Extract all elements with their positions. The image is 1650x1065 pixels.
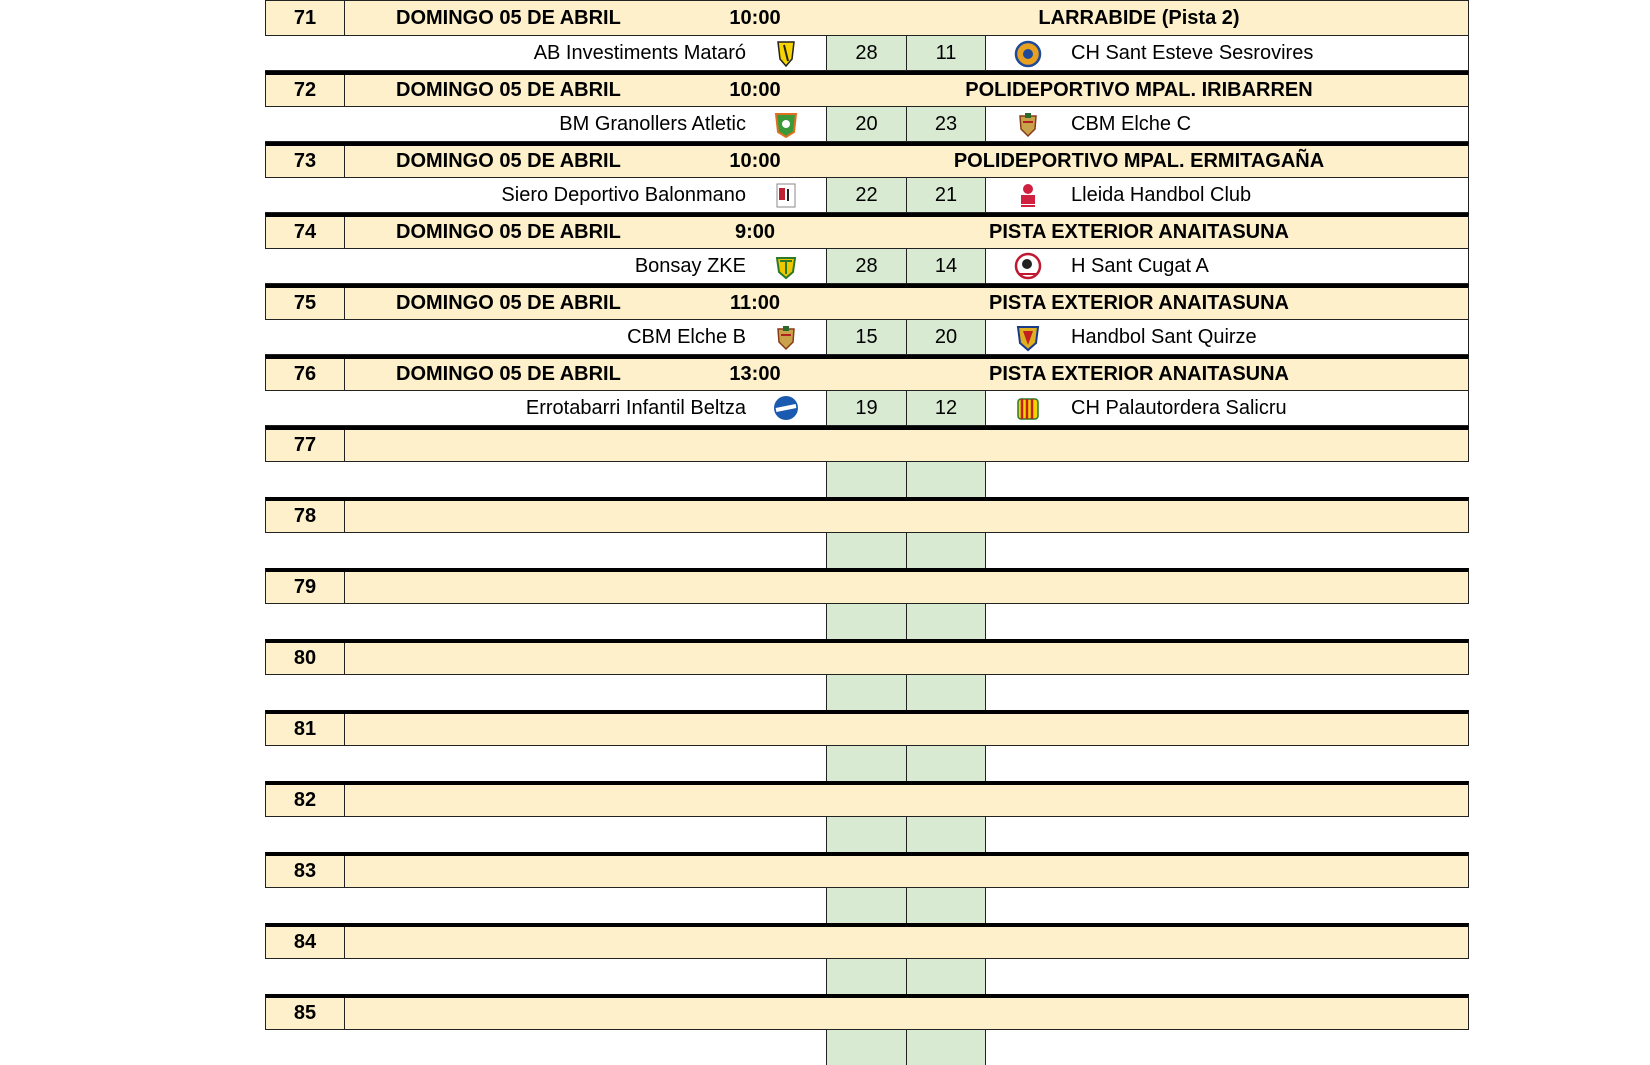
match-time bbox=[700, 714, 810, 745]
away-score: 21 bbox=[906, 178, 986, 213]
home-score: 28 bbox=[826, 249, 906, 284]
home-score bbox=[826, 604, 906, 639]
match-time bbox=[700, 856, 810, 887]
away-score bbox=[906, 533, 986, 568]
match-number: 71 bbox=[266, 1, 345, 35]
result-row-border bbox=[265, 36, 1469, 71]
match-block bbox=[265, 639, 1469, 710]
away-score: 23 bbox=[906, 107, 986, 142]
match-number: 75 bbox=[266, 288, 345, 319]
match-venue: LARRABIDE (Pista 2) bbox=[1038, 6, 1240, 29]
match-header-row bbox=[265, 213, 1469, 249]
home-score bbox=[826, 1030, 906, 1065]
home-score: 22 bbox=[826, 178, 906, 213]
away-score: 20 bbox=[906, 320, 986, 355]
home-score: 15 bbox=[826, 320, 906, 355]
result-row-border bbox=[265, 107, 1469, 142]
match-block bbox=[265, 497, 1469, 568]
match-time bbox=[700, 572, 810, 603]
match-result-row bbox=[265, 320, 1469, 355]
match-time: 10:00 bbox=[729, 6, 781, 29]
match-venue bbox=[810, 927, 1468, 958]
match-venue bbox=[810, 785, 1468, 816]
match-venue: PISTA EXTERIOR ANAITASUNA bbox=[988, 221, 1289, 243]
home-score bbox=[826, 746, 906, 781]
match-venue bbox=[810, 430, 1468, 461]
match-header-row bbox=[265, 852, 1469, 888]
match-time bbox=[700, 927, 810, 958]
away-score bbox=[906, 888, 986, 923]
match-number: 83 bbox=[266, 856, 345, 887]
match-block bbox=[265, 142, 1469, 213]
match-header-row bbox=[265, 284, 1469, 320]
match-number: 79 bbox=[266, 572, 345, 603]
match-time: 10:00 bbox=[729, 150, 781, 172]
match-result-row bbox=[265, 604, 1469, 639]
result-row-border bbox=[265, 391, 1469, 426]
match-number: 73 bbox=[266, 146, 345, 177]
match-block bbox=[265, 852, 1469, 923]
away-score bbox=[906, 817, 986, 852]
match-venue: PISTA EXTERIOR ANAITASUNA bbox=[988, 292, 1289, 314]
match-time: 13:00 bbox=[729, 363, 781, 385]
match-block bbox=[265, 71, 1469, 142]
result-row-border bbox=[265, 178, 1469, 213]
away-score: 14 bbox=[906, 249, 986, 284]
home-score bbox=[826, 959, 906, 994]
away-team-name: CH Palautordera Salicru bbox=[1071, 397, 1287, 419]
match-number: 81 bbox=[266, 714, 345, 745]
away-team-name: CH Sant Esteve Sesrovires bbox=[1071, 42, 1314, 64]
home-score bbox=[826, 888, 906, 923]
match-header-row bbox=[265, 710, 1469, 746]
result-row-border bbox=[265, 320, 1469, 355]
match-time bbox=[700, 998, 810, 1029]
home-team-name: BM Granollers Atletic bbox=[559, 113, 746, 135]
match-time bbox=[700, 501, 810, 532]
away-team-name: CBM Elche C bbox=[1071, 113, 1192, 135]
match-header-row bbox=[265, 994, 1469, 1030]
away-score bbox=[906, 1030, 986, 1065]
match-block bbox=[265, 355, 1469, 426]
match-date: DOMINGO 05 DE ABRIL bbox=[396, 221, 621, 243]
match-time bbox=[700, 643, 810, 674]
home-score bbox=[826, 675, 906, 710]
away-score bbox=[906, 675, 986, 710]
match-result-row bbox=[265, 959, 1469, 994]
match-result-row bbox=[265, 533, 1469, 568]
home-team-name: Siero Deportivo Balonmano bbox=[501, 184, 746, 206]
match-block bbox=[265, 213, 1469, 284]
home-score: 19 bbox=[826, 391, 906, 426]
match-number: 80 bbox=[266, 643, 345, 674]
match-block bbox=[265, 994, 1469, 1065]
match-venue bbox=[810, 998, 1468, 1029]
away-score bbox=[906, 462, 986, 497]
match-time: 11:00 bbox=[729, 292, 781, 314]
match-date: DOMINGO 05 DE ABRIL bbox=[396, 292, 621, 314]
match-block bbox=[265, 923, 1469, 994]
match-result-row bbox=[265, 675, 1469, 710]
match-result-row bbox=[265, 391, 1469, 426]
match-number: 84 bbox=[266, 927, 345, 958]
away-score bbox=[906, 604, 986, 639]
match-result-row bbox=[265, 107, 1469, 142]
match-result-row bbox=[265, 746, 1469, 781]
match-venue bbox=[810, 501, 1468, 532]
match-result-row bbox=[265, 462, 1469, 497]
match-number: 72 bbox=[266, 75, 345, 106]
away-score bbox=[906, 959, 986, 994]
match-venue bbox=[810, 572, 1468, 603]
match-block bbox=[265, 568, 1469, 639]
home-team-name: AB Investiments Mataró bbox=[533, 42, 746, 64]
match-block bbox=[265, 284, 1469, 355]
match-venue: POLIDEPORTIVO MPAL. ERMITAGAÑA bbox=[953, 150, 1325, 172]
match-block bbox=[265, 0, 1469, 71]
away-score bbox=[906, 746, 986, 781]
match-number: 82 bbox=[266, 785, 345, 816]
home-score bbox=[826, 817, 906, 852]
home-score: 20 bbox=[826, 107, 906, 142]
match-date: DOMINGO 05 DE ABRIL bbox=[396, 6, 621, 29]
match-number: 85 bbox=[266, 998, 345, 1029]
away-score: 12 bbox=[906, 391, 986, 426]
match-header-row bbox=[265, 0, 1469, 36]
home-score bbox=[826, 462, 906, 497]
match-header-row bbox=[265, 639, 1469, 675]
match-time bbox=[700, 785, 810, 816]
away-score: 11 bbox=[906, 36, 986, 71]
match-number: 74 bbox=[266, 217, 345, 248]
match-date: DOMINGO 05 DE ABRIL bbox=[396, 363, 621, 385]
match-block bbox=[265, 710, 1469, 781]
match-header-row bbox=[265, 497, 1469, 533]
match-header-row bbox=[265, 923, 1469, 959]
match-result-row bbox=[265, 1030, 1469, 1065]
match-result-row bbox=[265, 249, 1469, 284]
match-venue bbox=[810, 714, 1468, 745]
match-header-row bbox=[265, 781, 1469, 817]
match-header-row bbox=[265, 426, 1469, 462]
match-result-row bbox=[265, 817, 1469, 852]
home-team-name: Bonsay ZKE bbox=[634, 255, 746, 277]
match-header-row bbox=[265, 71, 1469, 107]
match-block bbox=[265, 426, 1469, 497]
away-team-name: Handbol Sant Quirze bbox=[1071, 326, 1257, 348]
match-venue: PISTA EXTERIOR ANAITASUNA bbox=[988, 363, 1289, 385]
match-header-row bbox=[265, 355, 1469, 391]
away-team-name: H Sant Cugat A bbox=[1071, 255, 1209, 277]
match-header-row bbox=[265, 142, 1469, 178]
match-number: 78 bbox=[266, 501, 345, 532]
home-score: 28 bbox=[826, 36, 906, 71]
match-date: DOMINGO 05 DE ABRIL bbox=[396, 79, 621, 101]
match-time: 9:00 bbox=[734, 221, 776, 243]
match-number: 76 bbox=[266, 359, 345, 390]
match-result-row bbox=[265, 178, 1469, 213]
match-venue bbox=[810, 856, 1468, 887]
match-result-row bbox=[265, 36, 1469, 71]
match-venue bbox=[810, 643, 1468, 674]
away-team-name: Lleida Handbol Club bbox=[1071, 184, 1252, 206]
match-number: 77 bbox=[266, 430, 345, 461]
match-result-row bbox=[265, 888, 1469, 923]
match-block bbox=[265, 781, 1469, 852]
match-time bbox=[700, 430, 810, 461]
result-row-border bbox=[265, 249, 1469, 284]
home-team-name: CBM Elche B bbox=[627, 326, 746, 348]
match-time: 10:00 bbox=[729, 79, 781, 101]
match-venue: POLIDEPORTIVO MPAL. IRIBARREN bbox=[965, 79, 1313, 101]
match-date: DOMINGO 05 DE ABRIL bbox=[396, 150, 621, 172]
match-schedule-sheet bbox=[265, 0, 1469, 1065]
home-score bbox=[826, 533, 906, 568]
home-team-name: Errotabarri Infantil Beltza bbox=[525, 397, 746, 419]
match-header-row bbox=[265, 568, 1469, 604]
